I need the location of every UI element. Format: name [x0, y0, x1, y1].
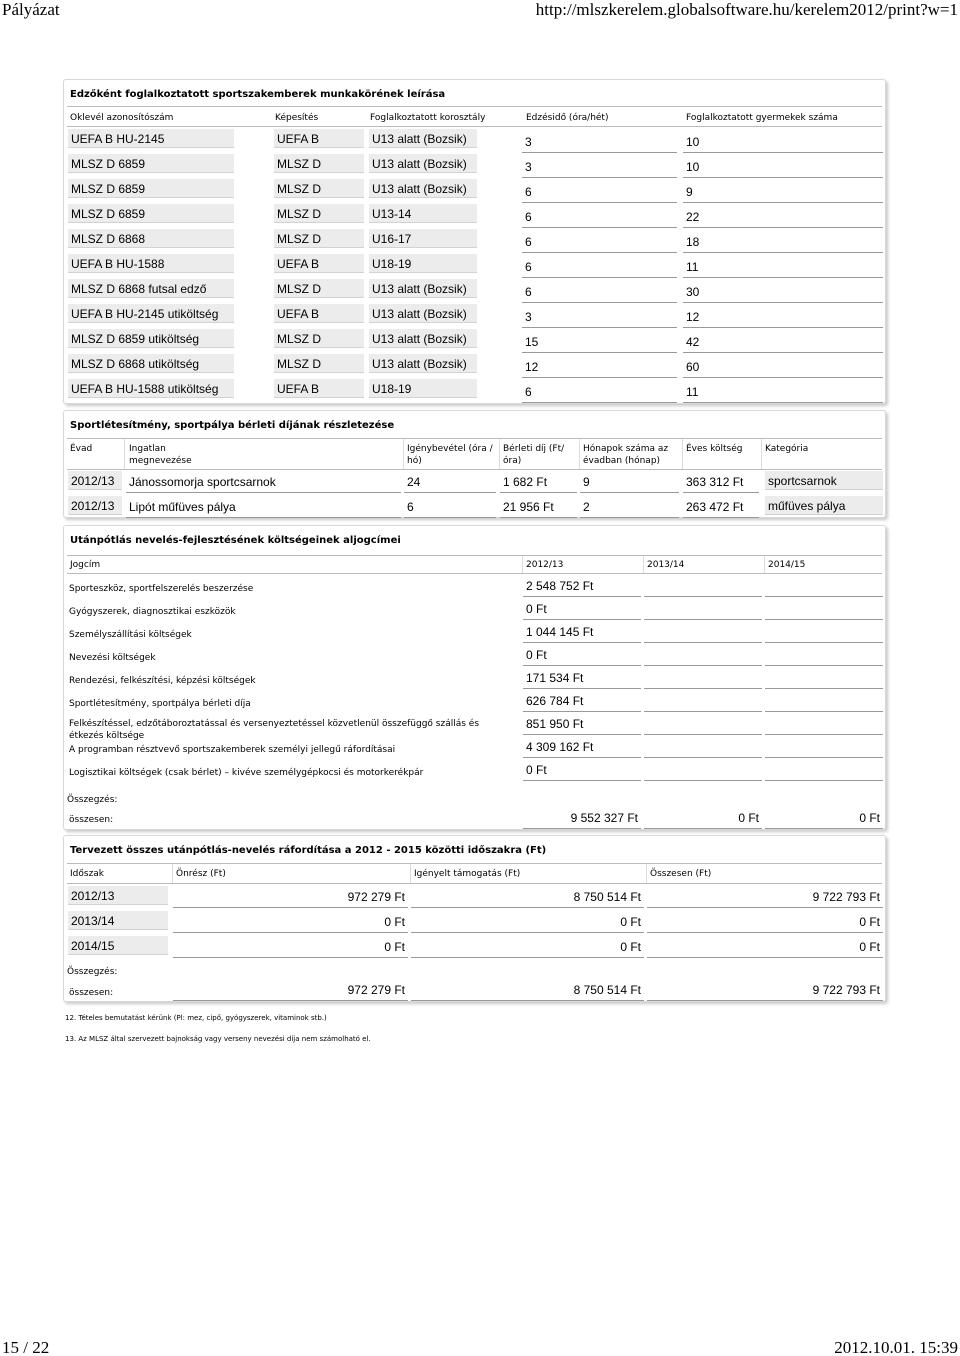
plan-cell-idoszak: 2014/15 — [68, 936, 168, 956]
page-header-title: Pályázat — [2, 0, 60, 19]
cost-label: Sportlétesítmény, sportpálya bérleti díja — [69, 699, 251, 709]
staff-col-oklevel: Oklevél azonosítószám — [70, 113, 174, 123]
rent-col-honapok: Hónapok száma az évadban (hónap) — [583, 444, 669, 466]
cost-value-2012: 0 Ft — [523, 760, 641, 781]
rent-panel — [63, 410, 886, 518]
footnote-12: 12. Tételes bemutatást kérünk (Pl: mez, cipő, gyógyszerek, vitaminok stb.) — [65, 1014, 327, 1022]
staff-cell-kepesites: MLSZ D — [274, 154, 364, 174]
cost-value-2012: 0 Ft — [523, 599, 641, 620]
staff-cell-korosztaly: U18-19 — [369, 254, 477, 274]
rent-title: Sportlétesítmény, sportpálya bérleti díjának részletezése — [70, 420, 395, 431]
footnote-13: 13. Az MLSZ által szervezett bajnokság vagy verseny nevezési díja nem számolható el. — [65, 1035, 371, 1043]
staff-cell-gyermekek: 60 — [683, 356, 883, 378]
staff-cell-kepesites: UEFA B — [274, 129, 364, 149]
cost-value-2012: 1 044 145 Ft — [523, 622, 641, 643]
cost-label: Nevezési költségek — [69, 653, 156, 663]
plan-col-onresz: Önrész (Ft) — [176, 869, 226, 879]
staff-cell-oklevel: MLSZ D 6868 futsal edző — [68, 279, 234, 299]
plan-panel — [63, 835, 886, 1002]
rent-cell-evad: 2012/13 — [68, 496, 122, 516]
cost-label: Gyógyszerek, diagnosztikai eszközök — [69, 607, 236, 617]
plan-cell-onresz: 972 279 Ft — [173, 886, 408, 908]
staff-cell-oklevel: MLSZ D 6859 utiköltség — [68, 329, 234, 349]
staff-cell-oklevel: UEFA B HU-2145 utiköltség — [68, 304, 234, 324]
staff-cell-korosztaly: U13 alatt (Bozsik) — [369, 329, 477, 349]
rent-col-eves: Éves költség — [686, 444, 743, 454]
rent-cell-ingatlan: Lipót műfüves pálya — [126, 496, 401, 518]
staff-cell-korosztaly: U13 alatt (Bozsik) — [369, 129, 477, 149]
staff-cell-gyermekek: 18 — [683, 231, 883, 253]
staff-cell-kepesites: MLSZ D — [274, 179, 364, 199]
staff-cell-oklevel: UEFA B HU-2145 — [68, 129, 234, 149]
staff-cell-korosztaly: U13 alatt (Bozsik) — [369, 279, 477, 299]
rent-cell-igenybevetel: 24 — [404, 471, 496, 493]
cost-value-2013 — [644, 645, 762, 666]
staff-cell-edzesido: 6 — [522, 281, 677, 303]
staff-cell-oklevel: MLSZ D 6859 — [68, 204, 234, 224]
cost-value-2014 — [765, 622, 883, 643]
staff-cell-korosztaly: U13 alatt (Bozsik) — [369, 354, 477, 374]
rent-col-ingatlan: Ingatlan megnevezése — [129, 444, 192, 466]
cost-label: Rendezési, felkészítési, képzési költségek — [69, 676, 256, 686]
plan-title: Tervezett összes utánpótlás-nevelés ráfordítása a 2012 - 2015 közötti időszakra (Ft) — [70, 845, 547, 856]
staff-col-edzesido: Edzésidő (óra/hét) — [526, 113, 609, 123]
staff-cell-edzesido: 6 — [522, 181, 677, 203]
rent-cell-igenybevetel: 6 — [404, 496, 496, 518]
plan-cell-idoszak: 2013/14 — [68, 911, 168, 931]
staff-cell-kepesites: MLSZ D — [274, 354, 364, 374]
staff-cell-kepesites: UEFA B — [274, 254, 364, 274]
cost-value-2012: 4 309 162 Ft — [523, 737, 641, 758]
rent-cell-berleti: 21 956 Ft — [500, 496, 577, 518]
plan-col-tamogatas: Igényelt támogatás (Ft) — [414, 869, 521, 879]
rent-cell-honapok: 2 — [580, 496, 679, 518]
costs-total-2014: 0 Ft — [765, 807, 883, 829]
cost-value-2012: 851 950 Ft — [523, 714, 641, 735]
rent-cell-kategoria: műfüves pálya — [765, 496, 883, 516]
staff-cell-kepesites: MLSZ D — [274, 329, 364, 349]
rent-cell-eves: 263 472 Ft — [683, 496, 759, 518]
rent-cell-evad: 2012/13 — [68, 471, 122, 491]
plan-col-osszesen: Összesen (Ft) — [650, 869, 712, 879]
staff-cell-gyermekek: 9 — [683, 181, 883, 203]
staff-cell-edzesido: 15 — [522, 331, 677, 353]
cost-value-2014 — [765, 645, 883, 666]
cost-value-2014 — [765, 576, 883, 597]
cost-value-2014 — [765, 760, 883, 781]
staff-cell-oklevel: MLSZ D 6868 — [68, 229, 234, 249]
staff-panel — [63, 79, 886, 404]
cost-value-2013 — [644, 599, 762, 620]
cost-value-2013 — [644, 691, 762, 712]
staff-cell-edzesido: 6 — [522, 206, 677, 228]
cost-label: Logisztikai költségek (csak bérlet) – kivéve személygépkocsi és motorkerékpár — [69, 768, 424, 778]
print-datetime: 2012.10.01. 15:39 — [834, 1338, 958, 1356]
costs-total-label: összesen: — [69, 815, 114, 825]
plan-col-idoszak: Időszak — [70, 869, 105, 879]
costs-col-2013: 2013/14 — [647, 560, 685, 570]
page-number: 15 / 22 — [2, 1338, 50, 1356]
plan-cell-osszesen: 0 Ft — [647, 936, 883, 958]
staff-cell-edzesido: 6 — [522, 381, 677, 403]
plan-total-label: összesen: — [69, 988, 114, 998]
staff-col-korosztaly: Foglalkoztatott korosztály — [370, 113, 486, 123]
cost-value-2012: 171 534 Ft — [523, 668, 641, 689]
staff-cell-gyermekek: 12 — [683, 306, 883, 328]
staff-cell-kepesites: MLSZ D — [274, 279, 364, 299]
staff-cell-edzesido: 3 — [522, 306, 677, 328]
cost-value-2012: 626 784 Ft — [523, 691, 641, 712]
staff-title: Edzőként foglalkoztatott sportszakemberek munkakörének leírása — [70, 89, 446, 100]
plan-cell-tamogatas: 8 750 514 Ft — [411, 886, 644, 908]
page-header-url: http://mlszkerelem.globalsoftware.hu/kerelem2012/print?w=1 — [535, 0, 958, 19]
plan-total-tamogatas: 8 750 514 Ft — [411, 979, 644, 1001]
staff-cell-kepesites: MLSZ D — [274, 204, 364, 224]
cost-label: Sporteszköz, sportfelszerelés beszerzése — [69, 584, 254, 594]
cost-label: Felkészítéssel, edzőtáboroztatással és versenyeztetéssel közvetlenül összefüggő szállás és étkezés költsége — [69, 719, 480, 741]
rent-cell-honapok: 9 — [580, 471, 679, 493]
cost-value-2014 — [765, 714, 883, 735]
staff-cell-gyermekek: 11 — [683, 381, 883, 403]
staff-cell-korosztaly: U18-19 — [369, 379, 477, 399]
staff-col-gyermekek: Foglalkoztatott gyermekek száma — [686, 113, 838, 123]
staff-cell-gyermekek: 42 — [683, 331, 883, 353]
staff-cell-kepesites: UEFA B — [274, 304, 364, 324]
costs-col-2014: 2014/15 — [768, 560, 806, 570]
rent-cell-ingatlan: Jánossomorja sportcsarnok — [126, 471, 401, 493]
plan-summary-label: Összegzés: — [67, 967, 118, 977]
staff-cell-kepesites: UEFA B — [274, 379, 364, 399]
plan-cell-tamogatas: 0 Ft — [411, 911, 644, 933]
rent-cell-eves: 363 312 Ft — [683, 471, 759, 493]
staff-cell-korosztaly: U13 alatt (Bozsik) — [369, 154, 477, 174]
staff-cell-oklevel: MLSZ D 6859 — [68, 154, 234, 174]
costs-col-jogcim: Jogcím — [70, 560, 101, 570]
staff-cell-gyermekek: 22 — [683, 206, 883, 228]
rent-col-igenybevetel: Igénybevétel (óra / hó) — [407, 444, 493, 466]
staff-cell-edzesido: 12 — [522, 356, 677, 378]
staff-cell-edzesido: 3 — [522, 131, 677, 153]
staff-cell-oklevel: MLSZ D 6868 utiköltség — [68, 354, 234, 374]
cost-value-2013 — [644, 576, 762, 597]
costs-total-2013: 0 Ft — [644, 807, 762, 829]
cost-value-2012: 0 Ft — [523, 645, 641, 666]
staff-cell-gyermekek: 10 — [683, 131, 883, 153]
cost-value-2013 — [644, 622, 762, 643]
plan-cell-tamogatas: 0 Ft — [411, 936, 644, 958]
plan-cell-idoszak: 2012/13 — [68, 886, 168, 906]
staff-col-kepesites: Képesítés — [275, 113, 319, 123]
staff-cell-gyermekek: 10 — [683, 156, 883, 178]
rent-col-evad: Évad — [70, 444, 93, 454]
costs-summary-label: Összegzés: — [67, 795, 118, 805]
cost-value-2014 — [765, 737, 883, 758]
rent-cell-kategoria: sportcsarnok — [765, 471, 883, 491]
costs-title: Utánpótlás nevelés-fejlesztésének költségeinek aljogcímei — [70, 535, 401, 546]
cost-value-2014 — [765, 599, 883, 620]
staff-cell-kepesites: MLSZ D — [274, 229, 364, 249]
staff-cell-edzesido: 6 — [522, 256, 677, 278]
cost-label: A programban résztvevő sportszakemberek személyi jellegű ráfordításai — [69, 745, 396, 755]
staff-cell-korosztaly: U13 alatt (Bozsik) — [369, 179, 477, 199]
cost-value-2012: 2 548 752 Ft — [523, 576, 641, 597]
rent-col-berleti: Bérleti díj (Ft/óra) — [503, 444, 565, 466]
plan-cell-onresz: 0 Ft — [173, 936, 408, 958]
cost-value-2013 — [644, 737, 762, 758]
staff-cell-gyermekek: 30 — [683, 281, 883, 303]
cost-value-2013 — [644, 760, 762, 781]
costs-col-2012: 2012/13 — [526, 560, 564, 570]
cost-value-2014 — [765, 691, 883, 712]
plan-cell-osszesen: 0 Ft — [647, 911, 883, 933]
staff-cell-gyermekek: 11 — [683, 256, 883, 278]
cost-value-2013 — [644, 668, 762, 689]
staff-cell-oklevel: MLSZ D 6859 — [68, 179, 234, 199]
staff-cell-edzesido: 6 — [522, 231, 677, 253]
staff-cell-edzesido: 3 — [522, 156, 677, 178]
costs-total-2012: 9 552 327 Ft — [523, 807, 641, 829]
plan-cell-onresz: 0 Ft — [173, 911, 408, 933]
staff-cell-oklevel: UEFA B HU-1588 utiköltség — [68, 379, 234, 399]
rent-cell-berleti: 1 682 Ft — [500, 471, 577, 493]
costs-panel — [63, 525, 886, 830]
cost-value-2013 — [644, 714, 762, 735]
plan-total-osszesen: 9 722 793 Ft — [647, 979, 883, 1001]
staff-cell-korosztaly: U13-14 — [369, 204, 477, 224]
staff-cell-korosztaly: U16-17 — [369, 229, 477, 249]
staff-cell-oklevel: UEFA B HU-1588 — [68, 254, 234, 274]
cost-value-2014 — [765, 668, 883, 689]
plan-cell-osszesen: 9 722 793 Ft — [647, 886, 883, 908]
plan-total-onresz: 972 279 Ft — [173, 979, 408, 1001]
rent-col-kategoria: Kategória — [765, 444, 809, 454]
staff-cell-korosztaly: U13 alatt (Bozsik) — [369, 304, 477, 324]
cost-label: Személyszállítási költségek — [69, 630, 192, 640]
